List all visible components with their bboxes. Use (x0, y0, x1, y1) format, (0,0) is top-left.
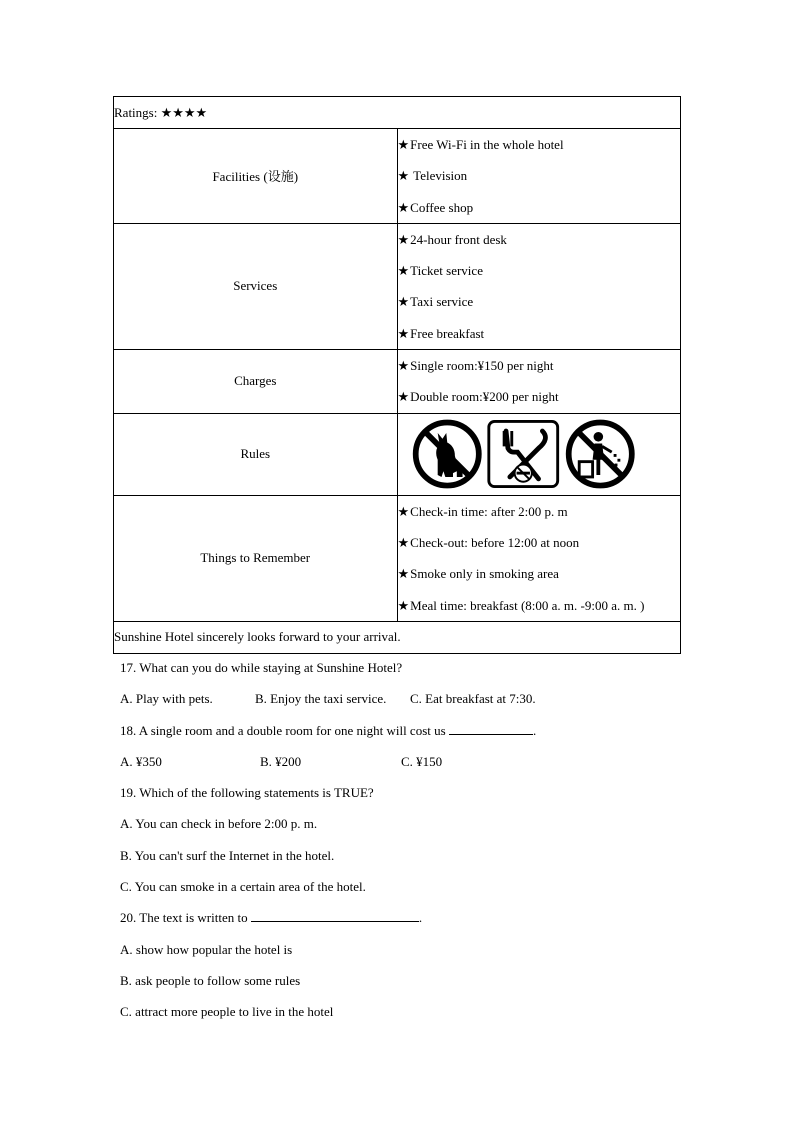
ratings-label: Ratings: (114, 104, 158, 120)
star-icon: ★ (397, 168, 410, 184)
star-icon: ★ (397, 263, 410, 279)
no-littering-sign-icon (562, 417, 639, 491)
facilities-items (397, 129, 681, 224)
charges-items (397, 350, 681, 414)
star-icon: ★ (397, 358, 410, 374)
hotel-info-table (113, 96, 681, 654)
footer-row (114, 621, 681, 653)
option[interactable]: B. ¥200 (260, 753, 302, 769)
option[interactable]: C. You can smoke in a certain area of the hotel. (120, 879, 366, 895)
question-19: 19. Which of the following statements is TRUE? (120, 785, 374, 801)
rules-signs (397, 413, 681, 495)
item-text: Television (410, 168, 468, 184)
question-20 (120, 902, 720, 933)
ratings-row (114, 97, 681, 129)
list-item (398, 160, 681, 191)
question-17: 17. What can you do while staying at Sunshine Hotel? (120, 660, 403, 675)
option[interactable]: A. show how popular the hotel is (120, 941, 293, 957)
item-text: 24-hour front desk (410, 231, 507, 247)
remember-label: Things to Remember (114, 495, 398, 621)
list-item (398, 318, 681, 349)
star-icon: ★ (397, 325, 410, 341)
star-icon: ★ (397, 199, 410, 215)
question-18 (120, 715, 720, 746)
star-icon: ★ (397, 597, 410, 613)
services-items (397, 223, 681, 349)
questions-section (120, 652, 720, 1028)
star-icon: ★ (397, 231, 410, 247)
facilities-label: Facilities (设施) (114, 129, 398, 224)
option[interactable]: C. ¥150 (401, 753, 443, 769)
question-20-end: . (418, 910, 423, 926)
list-item (398, 350, 681, 381)
question-18-options (120, 746, 720, 777)
item-text: Smoke only in smoking area (410, 566, 559, 582)
star-icon: ★ (397, 389, 410, 405)
option[interactable]: A. Play with pets. (120, 691, 213, 707)
list-item (398, 255, 681, 286)
list-item (398, 192, 681, 223)
option[interactable]: A. You can check in before 2:00 p. m. (120, 816, 318, 832)
item-text: Check-out: before 12:00 at noon (410, 534, 580, 550)
list-item (398, 381, 681, 412)
list-item (398, 527, 681, 558)
item-text: Ticket service (410, 263, 483, 279)
no-pets-sign-icon (409, 417, 486, 491)
question-18-stem: 18. A single room and a double room for one night will cost us (120, 722, 446, 738)
star-icon: ★ (397, 534, 410, 550)
option[interactable]: B. ask people to follow some rules (120, 972, 301, 988)
charges-row (114, 350, 681, 414)
ratings-stars: ★★★★ (160, 104, 208, 120)
services-row (114, 223, 681, 349)
item-text: Coffee shop (410, 199, 474, 215)
question-18-end: . (532, 722, 537, 738)
star-icon: ★ (397, 503, 410, 519)
no-eating-no-smoking-sign-icon (485, 417, 562, 491)
option[interactable]: B. You can't surf the Internet in the hotel. (120, 847, 335, 863)
rules-label: Rules (114, 413, 398, 495)
question-17-options (120, 683, 720, 714)
rules-row (114, 413, 681, 495)
facilities-row (114, 129, 681, 224)
charges-label: Charges (114, 350, 398, 414)
item-text: Double room:¥200 per night (410, 389, 559, 405)
answer-blank[interactable] (449, 720, 533, 735)
item-text: Check-in time: after 2:00 p. m (410, 503, 568, 519)
option[interactable]: C. attract more people to live in the hotel (120, 1004, 334, 1020)
star-icon: ★ (397, 137, 410, 152)
ratings-cell (114, 97, 681, 129)
remember-row (114, 495, 681, 621)
list-item (398, 496, 681, 527)
item-text: Single room:¥150 per night (410, 358, 554, 374)
services-label: Services (114, 223, 398, 349)
question-20-stem: 20. The text is written to (120, 910, 248, 926)
item-text: Taxi service (410, 294, 474, 310)
list-item (398, 558, 681, 589)
option[interactable]: C. Eat breakfast at 7:30. (410, 691, 536, 707)
remember-items (397, 495, 681, 621)
item-text: Free Wi-Fi in the whole hotel (410, 137, 564, 152)
answer-blank[interactable] (251, 907, 419, 922)
list-item (398, 590, 681, 621)
option[interactable]: B. Enjoy the taxi service. (255, 691, 387, 707)
option[interactable]: A. ¥350 (120, 753, 162, 769)
star-icon: ★ (397, 294, 410, 310)
item-text: Free breakfast (410, 325, 485, 341)
item-text: Meal time: breakfast (8:00 a. m. -9:00 a. m. ) (410, 597, 645, 613)
list-item (398, 224, 681, 255)
star-icon: ★ (397, 566, 410, 582)
list-item (398, 129, 681, 160)
footer-text: Sunshine Hotel sincerely looks forward to your arrival. (114, 621, 681, 653)
list-item (398, 286, 681, 317)
